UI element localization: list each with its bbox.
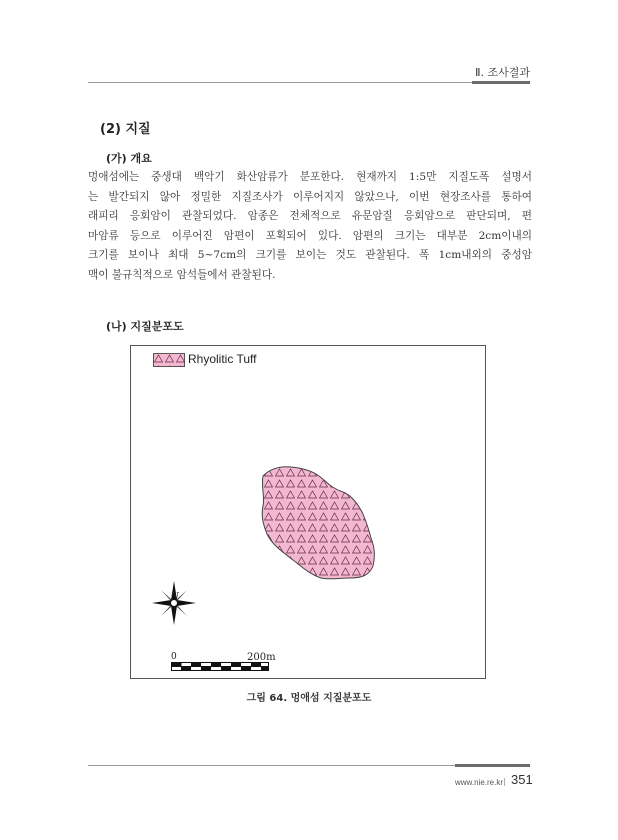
compass-rose-icon	[149, 578, 199, 628]
header-rule	[88, 82, 530, 83]
section-title: (2) 지질	[100, 122, 151, 137]
page-number: 351	[511, 772, 533, 787]
geology-map	[130, 345, 486, 679]
scale-label-start: 0	[171, 652, 177, 662]
island-polygon	[131, 346, 485, 678]
legend-swatch	[153, 353, 185, 367]
running-header: Ⅱ. 조사결과	[475, 66, 530, 79]
body-line: 래피리 응회암이 관찰되었다. 암종은 전체적으로 유문암질 응회암으로 판단되며, 편	[88, 210, 532, 223]
header-accent-bar	[472, 81, 530, 84]
figure-caption: 그림 64. 멍애섬 지질분포도	[246, 693, 372, 704]
footer-separator: |	[503, 777, 506, 786]
north-label: N	[171, 592, 179, 602]
body-line: 멍애섬에는 중생대 백악기 화산암류가 분포한다. 현재까지 1:5만 지질도폭 설명서	[88, 171, 532, 183]
footer-accent-bar	[455, 764, 530, 767]
scale-label-end: 200m	[247, 652, 276, 663]
body-line: 마암류 등으로 이루어진 암편이 포획되어 있다. 암편의 크기는 대부분 2cm이내의	[88, 229, 532, 242]
body-paragraph	[88, 168, 532, 286]
footer-url: www.nie.re.kr	[455, 778, 504, 787]
body-line: 크기를 보이나 최대 5~7cm의 크기를 보이는 것도 관찰된다. 폭 1cm내외의 중성암	[88, 249, 532, 262]
body-line: 는 발간되지 않아 정밀한 지질조사가 이루어지지 않았으나, 이번 현장조사를 통하여	[88, 190, 532, 203]
body-line: 맥이 불규칙적으로 암석들에서 관찰된다.	[88, 268, 276, 281]
scale-bar	[171, 662, 271, 672]
subsection-title-overview: (가) 개요	[106, 152, 152, 165]
legend-label: Rhyolitic Tuff	[188, 352, 257, 366]
subsection-title-map: (나) 지질분포도	[106, 320, 184, 333]
